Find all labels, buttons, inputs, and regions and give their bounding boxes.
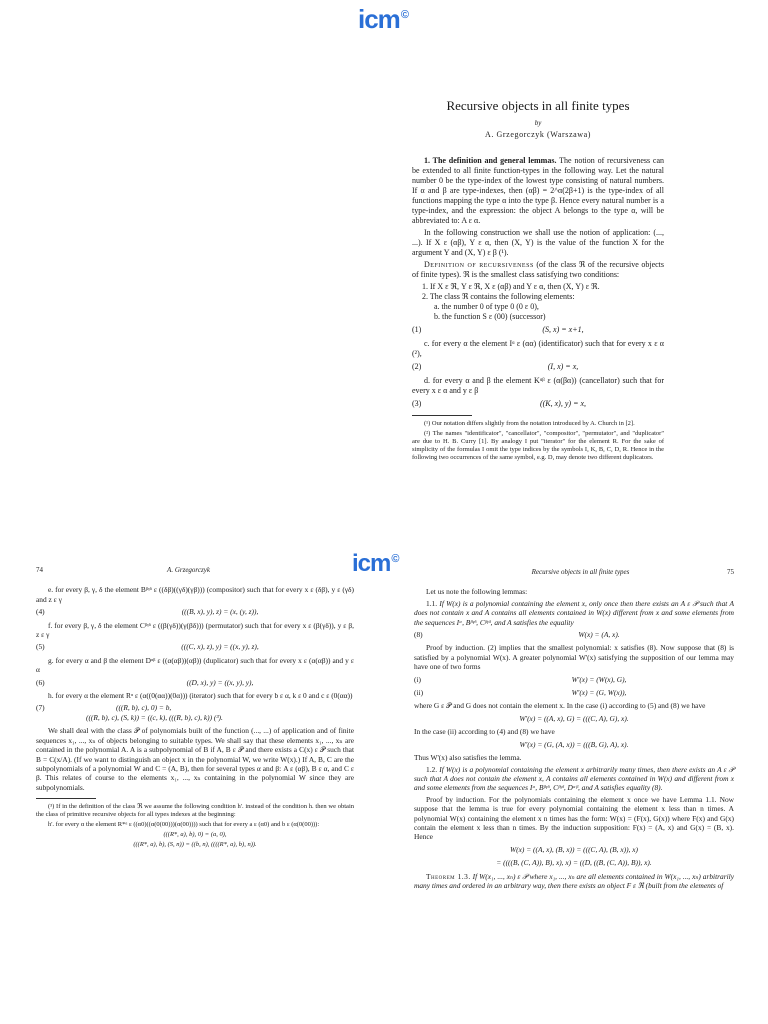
footnote-3-equation: (((R*, a), b), 0) = (a, 0),	[163, 831, 227, 839]
intro-line: Let us note the following lemmas:	[426, 587, 528, 597]
equation-body: W(x) = (A, x).	[578, 630, 620, 640]
item-f: f. for every β, γ, δ the element Cᵝᵞᵟ ε ((β(γδ))(γ(βδ))) (permutator) such that for every x ε (β(γδ)), y ε β, z ε γ	[36, 620, 354, 640]
lemma-1-1	[414, 599, 734, 627]
equation-2	[412, 362, 664, 372]
paragraph: In the following construction we shall use the notion of application: (..., ...). If X ε (αβ), Y ε α, then (X, Y) is the value of the function X for the argument Y and (X, Y) ε β (¹).	[412, 228, 664, 257]
running-head: Recursive objects in all finite types	[531, 568, 630, 576]
lemma-text: If W(x) is a polynomial containing the element x, only once then there exists an A ε 𝒫 such that A does not contain x and A contains all elements contained in W(x) different from x and some elements from the sequences Iᵅ, Bᵝᵞᵟ, Cᵝᵞᵟ, and A satisfies the equality	[414, 598, 734, 627]
equation-body: = ((((B, (C, A)), B), x), x) = ((D, ((B, (C, A)), B)), x).	[496, 858, 652, 868]
equation-body: ((D, x), y) = ((x, y), y),	[186, 677, 254, 687]
footnote-3-equation: (((R*, a), b), (S, n)) = ((b, n), ((((R*, a), b), n)).	[133, 841, 257, 849]
page-number: 75	[727, 568, 734, 576]
icm-logo-text: icm	[352, 550, 391, 577]
left-page-column	[36, 566, 354, 851]
case-ii-text: In the case (ii) according to (4) and (8) we have	[414, 727, 555, 737]
equation-body: (((B, x), y), z) = (x, (y, z)),	[181, 607, 259, 617]
equation-label: (i)	[414, 674, 421, 684]
lemma-text: If W(x) is a polynomial containing the element x arbitrarily many times, then there exists an A ε 𝒫 such that A does not contain the element x, A contains all elements contained in W(x) and different from x and some elements from the sequences Iᵅ, Bᵝᵞᵟ, Cᵝᵞᵟ, Dᵅᵝ, and A satisfies equality (8).	[414, 764, 734, 793]
item-e: e. for every β, γ, δ the element Bᵝᵞᵟ ε ((δβ)((γδ)(γβ))) (compositor) such that for every x ε (δβ), y ε (γδ) and z ε γ	[36, 585, 354, 604]
footnote-2: (²) The names "identificator", "cancellator", "compositor", "permutator", and "duplicator" are due to H. B. Curry [1]. By analogy I put "iterator" for the element R. For the sake of simplicity of the formulas I omit the type indices by the symbols I, K, B, C, D, R. Hence in the following two occurrences of the same symbol, e.g. D, may denote two different duplicators.	[412, 430, 664, 461]
equation-7	[36, 703, 354, 722]
lower-spread	[0, 548, 768, 1024]
equation-i	[414, 675, 734, 684]
condition-1: 1. If X ε ℜ, Y ε ℜ, X ε (αβ) and Y ε α, then (X, Y) ε ℜ.	[422, 282, 600, 291]
footnote-3: (³) If in the definition of the class ℜ we assume the following condition h'. instead of the condition h. then we obtain the class of primitive recursive objects for all types indexes at the beginning:	[36, 803, 354, 819]
equation-6	[36, 678, 354, 687]
equation-w-1	[414, 845, 734, 854]
equation-w-2	[414, 858, 734, 867]
item-d: d. for every α and β the element Kᵅᵝ ε (α(βα)) (cancellator) such that for every x ε α and y ε β	[412, 376, 664, 395]
article-title: Recursive objects in all finite types	[446, 98, 630, 113]
equation-8	[414, 630, 734, 639]
equation-body: (((C, x), z), y) = ((x, y), z),	[181, 642, 259, 652]
equation-body: W'(x) = (G, (A, x)) = (((B, G), A), x).	[519, 739, 629, 749]
proof-1: Proof by induction. (2) implies that the smallest polynomial: x satisfies (8). Now suppose that (8) is satisfied by a polynomial W(x). A greater polynomial W'(x) satisfying the supposition of our lemma may have one of two forms	[414, 643, 734, 672]
theorem-label: Theorem 1.3.	[426, 871, 471, 881]
equation-label: (1)	[412, 325, 422, 334]
lemma-1-2	[414, 765, 734, 793]
equation-4	[36, 607, 354, 616]
equation-label: (ii)	[414, 688, 424, 698]
definition-text: (of the class ℜ of the recursive objects of finite types). ℜ is the smallest class satisfying two conditions:	[412, 260, 665, 279]
lemma-label: 1.2.	[426, 764, 438, 774]
item-c: c. for every α the element Iᵅ ε (αα) (identificator) such that for every x ε α (²),	[412, 339, 664, 358]
copyright-mark: ©	[400, 9, 408, 22]
equation-body: (S, x) = x+1,	[542, 325, 584, 334]
proof-2: Proof by induction. For the polynomials containing the element x once we have Lemma 1.1. Now suppose that the lemma is true for every polynomial containing the element x less than n times. A polynomial W(x) containing the element x n times has the form: W(x) = (F(x), G(x)) where F(x) and G(x) contain the element x less than n times. By the induction supposition: F(x) = (A, x) and G(x) = (B, x). Hence	[414, 794, 734, 842]
copyright-mark: ©	[391, 553, 399, 565]
equation-ii	[414, 688, 734, 697]
byline-by: by	[534, 119, 542, 127]
page-number: 74	[36, 566, 43, 574]
section-heading: 1. The definition and general lemmas.	[424, 156, 557, 165]
icm-logo	[352, 550, 398, 578]
equation-body: W'(x) = (W(x), G),	[571, 674, 627, 684]
item-g: g. for every α and β the element Dᵅᵝ ε ((α(αβ))(αβ)) (duplicator) such that for every x ε (α(αβ)) and y ε α	[36, 655, 354, 675]
polynomials-paragraph: We shall deal with the class 𝒫 of polynomials built of the function (..., ...) of application and of finite sequences x₁, ..., xₙ of objects belonging to suitable types. We shall say that these elements x₁, ..., xₙ are contained in the polynomial A. A is a subpolynomial of B if A, B ε 𝒫 and there exists a C(x) ε 𝒫 such that B = C(x/A). (If we want to distinguish an object x in the polynomial W, we write W(x).) If A, B, C are the subpolynomials of a polynomial W and C = (A, B), then for several types α and β: A ε (αβ), B ε α, and C ε β. This relates of course to the elements x₁, ..., xₙ containing in the polynomial W since they are subpolynomials.	[36, 726, 354, 792]
equation-3	[412, 399, 664, 409]
icm-logo	[358, 4, 408, 35]
upper-page-column	[412, 98, 664, 464]
equation-body	[86, 703, 354, 722]
equation-line: (((R, b), c), (S, k)) = ((c, k), (((R, b), c), k)) (³).	[86, 712, 223, 722]
paragraph-text: The notion of recursiveness can be extended to all finite function-types in the following way. Let the natural number 0 be the type-index of the lowest type consisting of natural numbers. If α and β are type-indexes, then (αβ) = 2^α(2β+1) is the type-index of all functions mapping the type α into the type β. Hence every natural number is a type-index, and the expression: the object A belongs to the type α, will be abbreviated to: A ε α.	[412, 156, 664, 225]
equation-label: (5)	[36, 642, 45, 652]
icm-logo-text: icm	[358, 4, 400, 34]
equation-body: W'(x) = ((A, x), G) = (((C, A), G), x).	[519, 713, 629, 723]
running-header	[414, 568, 734, 577]
thus-text: Thus W'(x) also satisfies the lemma.	[414, 753, 522, 763]
equation-1	[412, 325, 664, 335]
equation-case-ii	[414, 740, 734, 749]
equation-label: (7)	[36, 703, 45, 713]
running-head: A. Grzegorczyk	[167, 566, 210, 574]
equation-body: ((K, x), y) = x,	[539, 399, 587, 408]
definition	[412, 260, 664, 280]
equation-body: (I, x) = x,	[547, 362, 579, 371]
footnote-1: (¹) Our notation differs slightly from the notation introduced by A. Church in [2].	[424, 420, 635, 427]
definition-label: Definition of recursiveness	[424, 260, 534, 269]
where-text: where G ε 𝒫 and G does not contain the element x. In the case (i) according to (5) and (8) we have	[414, 701, 706, 711]
author-line: A. Grzegorczyk (Warszawa)	[484, 130, 592, 139]
footnote-rule	[412, 415, 472, 416]
item-h: h. for every α the element Rᵅ ε (α((0(αα))(0α))) (iterator) such that for every b ε α, k ε 0 and c ε (0(αα))	[48, 691, 353, 701]
theorem-text: If W(x₁, ..., xₙ) ε 𝒫 where x₁, ..., xₙ are all elements contained in W(x₁, ..., xₙ) arbitrarily many times and ordered in an arbitrary way, then there exists an object F ε ℜ (built from the elements of	[414, 871, 734, 890]
equation-label: (2)	[412, 362, 422, 371]
lemma-label: 1.1.	[426, 598, 438, 608]
equation-label: (6)	[36, 677, 45, 687]
equation-5	[36, 642, 354, 651]
equation-label: (3)	[412, 399, 422, 408]
equation-body: W(x) = ((A, x), (B, x)) = (((C, A), (B, x)), x)	[509, 844, 639, 854]
running-header	[36, 566, 354, 575]
equation-line: (((R, b), c), 0) = b,	[116, 703, 172, 713]
paragraph	[412, 156, 664, 226]
footnote-rule	[36, 798, 96, 799]
equation-label: (8)	[414, 630, 423, 640]
theorem-1-3	[414, 872, 734, 891]
equation-body: W'(x) = (G, W(x)),	[571, 688, 627, 698]
footnote-3-item: h'. for every α the element R*ᵅ ε ((α0)((α(0(00)))(α(00)))) such that for every a ε (α0) and b ε (α(0(00))):	[48, 821, 320, 829]
equation-label: (4)	[36, 607, 45, 617]
equation-case-i	[414, 714, 734, 723]
right-page-column	[414, 568, 734, 892]
condition-2: 2. The class ℜ contains the following elements:	[422, 292, 575, 301]
item-a: a. the number 0 of type 0 (0 ε 0),	[434, 302, 539, 311]
item-b: b. the function S ε (00) (successor)	[434, 312, 546, 321]
